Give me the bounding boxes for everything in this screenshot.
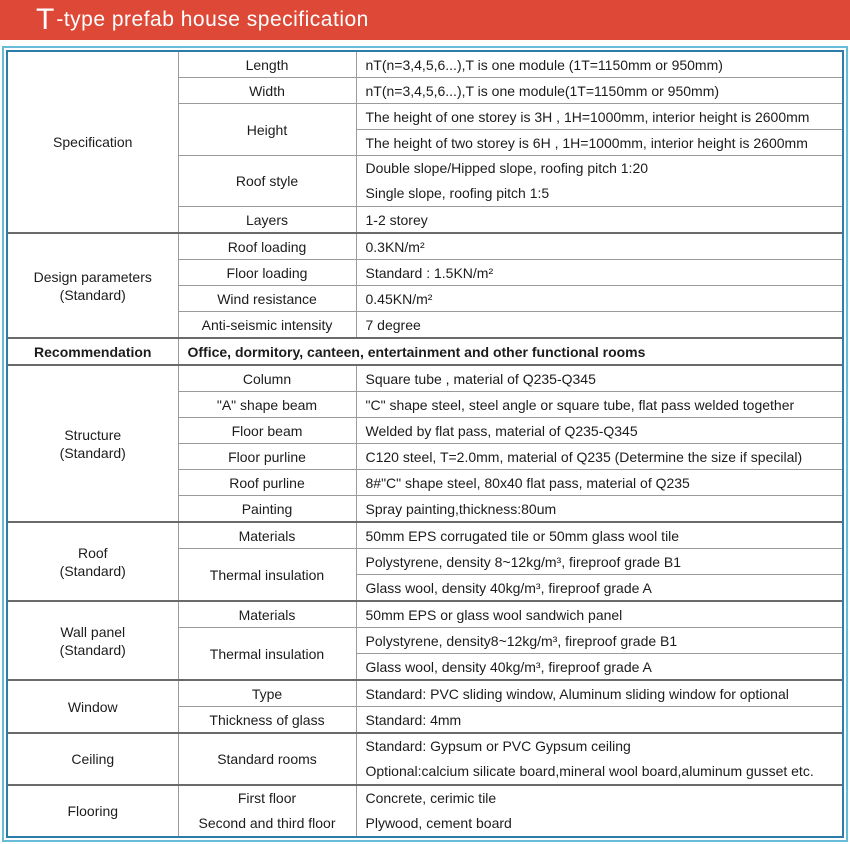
spec-value: Standard: 4mm — [356, 707, 842, 734]
category-ceiling: Ceiling — [8, 733, 178, 785]
spec-value: 0.45KN/m² — [356, 286, 842, 312]
spec-label: Standard rooms — [178, 733, 356, 785]
spec-label: Height — [178, 104, 356, 156]
spec-label: Layers — [178, 207, 356, 234]
spec-value: Polystyrene, density 8~12kg/m³, fireproof grade B1 — [356, 549, 842, 575]
spec-label: Roof purline — [178, 470, 356, 496]
spec-value: 8#"C" shape steel, 80x40 flat pass, material of Q235 — [356, 470, 842, 496]
category-recommendation: Recommendation — [8, 338, 178, 365]
spec-value: 0.3KN/m² — [356, 233, 842, 260]
spec-value: Welded by flat pass, material of Q235-Q345 — [356, 418, 842, 444]
spec-value: Spray painting,thickness:80um — [356, 496, 842, 523]
spec-value: Double slope/Hipped slope, roofing pitch 1:20 Single slope, roofing pitch 1:5 — [356, 156, 842, 207]
spec-label: Width — [178, 78, 356, 104]
header-bar — [0, 0, 850, 40]
category-design-parameters: Design parameters (Standard) — [8, 233, 178, 338]
spec-label: Roof style — [178, 156, 356, 207]
spec-value: nT(n=3,4,5,6...),T is one module (1T=1150mm or 950mm) — [356, 52, 842, 78]
category-window: Window — [8, 680, 178, 733]
spec-value: 50mm EPS or glass wool sandwich panel — [356, 601, 842, 628]
spec-value: "C" shape steel, steel angle or square tube, flat pass welded together — [356, 392, 842, 418]
spec-value: The height of two storey is 6H , 1H=1000mm, interior height is 2600mm — [356, 130, 842, 156]
table-row — [8, 680, 842, 707]
table-row — [8, 338, 842, 365]
category-flooring: Flooring — [8, 785, 178, 836]
table-row — [8, 233, 842, 260]
spec-label: Thermal insulation — [178, 549, 356, 602]
spec-value: 50mm EPS corrugated tile or 50mm glass wool tile — [356, 522, 842, 549]
table-row — [8, 522, 842, 549]
spec-value: C120 steel, T=2.0mm, material of Q235 (Determine the size if specilal) — [356, 444, 842, 470]
spec-label: Anti-seismic intensity — [178, 312, 356, 339]
spec-label: Materials — [178, 522, 356, 549]
spec-label: Floor purline — [178, 444, 356, 470]
table-frame-inner — [6, 50, 844, 838]
spec-label: Thickness of glass — [178, 707, 356, 734]
category-specification: Specification — [8, 52, 178, 233]
page-title-initial: T — [36, 3, 55, 36]
table-row — [8, 733, 842, 785]
spec-value: The height of one storey is 3H , 1H=1000mm, interior height is 2600mm — [356, 104, 842, 130]
spec-value: Concrete, cerimic tile Plywood, cement board — [356, 785, 842, 836]
table-row — [8, 365, 842, 392]
spec-value: Polystyrene, density8~12kg/m³, fireproof grade B1 — [356, 628, 842, 654]
spec-table — [8, 52, 842, 836]
spec-value: 1-2 storey — [356, 207, 842, 234]
spec-label: Roof loading — [178, 233, 356, 260]
spec-value: Standard : 1.5KN/m² — [356, 260, 842, 286]
spec-label: "A" shape beam — [178, 392, 356, 418]
spec-value: Standard: PVC sliding window, Aluminum sliding window for optional — [356, 680, 842, 707]
spec-label: Painting — [178, 496, 356, 523]
spec-label: Floor loading — [178, 260, 356, 286]
spec-label: Type — [178, 680, 356, 707]
category-structure: Structure (Standard) — [8, 365, 178, 522]
spec-label: Length — [178, 52, 356, 78]
spec-value: Glass wool, density 40kg/m³, fireproof grade A — [356, 654, 842, 681]
spec-label: Column — [178, 365, 356, 392]
category-wall-panel: Wall panel (Standard) — [8, 601, 178, 680]
spec-value: nT(n=3,4,5,6...),T is one module(1T=1150mm or 950mm) — [356, 78, 842, 104]
spec-value: Glass wool, density 40kg/m³, fireproof grade A — [356, 575, 842, 602]
spec-value: Standard: Gypsum or PVC Gypsum ceiling Optional:calcium silicate board,mineral wool board,aluminum gusset etc. — [356, 733, 842, 785]
spec-label: Thermal insulation — [178, 628, 356, 681]
spec-label: Materials — [178, 601, 356, 628]
spec-value: 7 degree — [356, 312, 842, 339]
table-row — [8, 601, 842, 628]
spec-value: Square tube , material of Q235-Q345 — [356, 365, 842, 392]
category-roof: Roof (Standard) — [8, 522, 178, 601]
spec-value: Office, dormitory, canteen, entertainment and other functional rooms — [178, 338, 842, 365]
spec-label: First floor Second and third floor — [178, 785, 356, 836]
spec-label: Wind resistance — [178, 286, 356, 312]
spec-label: Floor beam — [178, 418, 356, 444]
table-row — [8, 52, 842, 78]
page-title: -type prefab house specification — [56, 8, 369, 31]
table-frame-outer — [2, 46, 848, 842]
